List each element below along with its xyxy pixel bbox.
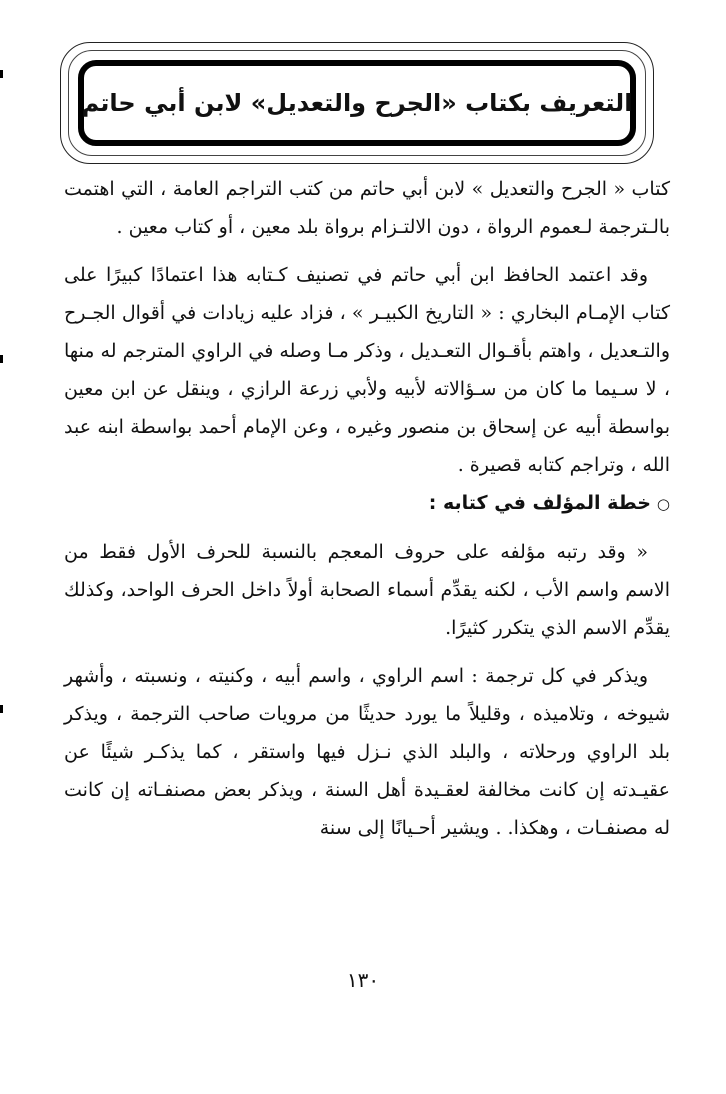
paragraph-arrangement: « وقد رتبه مؤلفه على حروف المعجم بالنسبة للحرف الأول فقط من الاسم واسم الأب ، لكنه يقدِّم أسماء الصحابة أولاً داخل الحرف الواحد، وكذلك يقدِّم الاسم الذي يتكرر كثيرًا.: [64, 541, 670, 639]
paragraph-reliance: وقد اعتمد الحافظ ابن أبي حاتم في تصنيف كـتابه هذا اعتمادًا كبيرًا على كتاب الإمـام البخاري : « التاريخ الكبيـر » ، فزاد عليه زيادات في أقوال الجـرح والتـعديل ، واهتم بأقـوال التعـديل ، وذكر مـا وصله في الراوي المترجم له منها ، لا سـيما ما كان من سـؤالاته لأبيه ولأبي زرعة الرازي ، وينقل عن ابن معين بواسطة أبيه عن إسحاق بن منصور وغيره ، وعن الإمام أحمد بواسطة ابنه عبد الله ، وتراجم كتابه قصيرة .: [64, 264, 670, 476]
section-heading: خطة المؤلف في كتابه :: [428, 492, 651, 514]
scan-edge-mark-top: [0, 70, 3, 78]
title-frame-inner: [78, 60, 636, 146]
bullet-circle-icon: ○: [656, 495, 670, 513]
paragraph-intro: كتاب « الجرح والتعديل » لابن أبي حاتم من كتب التراجم العامة ، التي اهتمت بالـترجمة لـعموم الرواة ، دون الالتـزام برواة بلد معين ، أو كتاب معين .: [64, 178, 670, 238]
scan-edge-mark-middle: [0, 355, 3, 363]
body-text: [64, 170, 670, 847]
page-title: التعريف بكتاب «الجرح والتعديل» لابن أبي حاتم: [81, 89, 633, 117]
section-heading-row: [64, 484, 670, 523]
scan-edge-mark-lower: [0, 705, 3, 713]
paragraph-entry-contents: ويذكر في كل ترجمة : اسم الراوي ، واسم أبيه ، وكنيته ، ونسبته ، وأشهر شيوخه ، وتلاميذه ، وقليلاً ما يورد حديثًا من مرويات صاحب الترجمة ، ويذكر بلد الراوي ورحلاته ، والبلد الذي نـزل فيها واستقر ، كما يذكـر شيئًا عن عقيـدته إن كانت مخالفة لعقـيدة أهل السنة ، ويذكر بعض مصنفـاته إن كانت له مصنفـات ، وهكذا. . ويشير أحـيانًا إلى سنة: [64, 665, 670, 839]
page-number: ١٣٠: [346, 968, 380, 992]
